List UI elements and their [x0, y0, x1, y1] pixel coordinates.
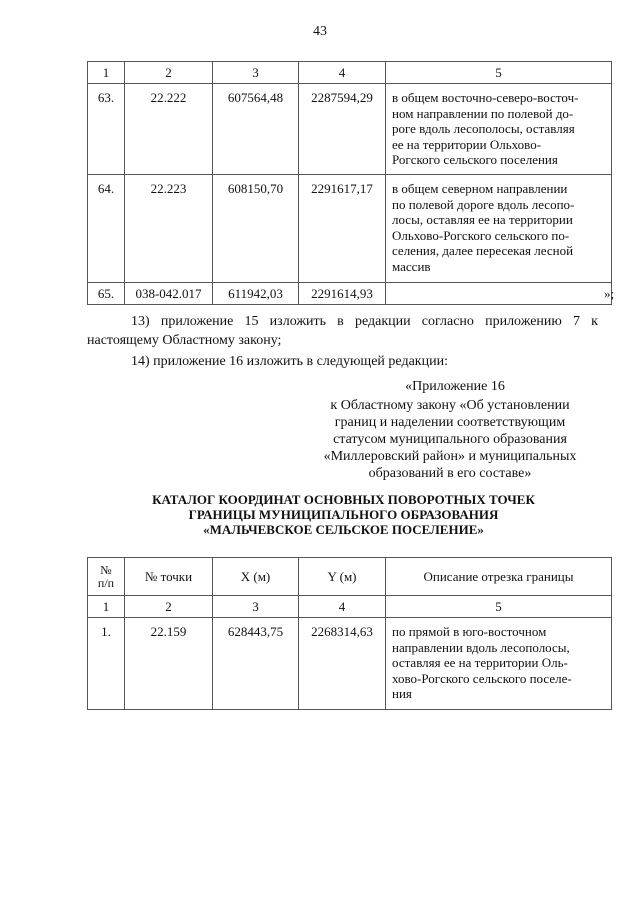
point-number: 038-042.017: [125, 283, 213, 305]
y-coordinate: 2291614,93: [299, 283, 386, 305]
closing-quote: »;: [604, 286, 615, 301]
segment-description: [386, 283, 615, 305]
description-line: массив: [392, 258, 431, 274]
header-number-symbol: №: [100, 562, 112, 577]
y-coordinate: 2287594,29: [299, 84, 386, 175]
description-line: ния: [392, 686, 412, 701]
x-coordinate: 607564,48: [213, 84, 299, 175]
header-cell: 5: [386, 62, 612, 84]
description-line: хово-Рогского сельского поселе-: [392, 670, 572, 686]
header-cell-description: Описание отрезка границы: [386, 558, 612, 596]
description-line: по полевой дороге вдоль лесопо-: [392, 196, 575, 212]
header-cell-x: X (м): [213, 558, 299, 596]
coordinates-table-continued: [87, 61, 615, 305]
description-line: лосы, оставляя ее на территории: [392, 212, 573, 227]
row-number: 63.: [88, 84, 125, 175]
table-header-row: [88, 62, 612, 84]
table-row: [88, 618, 612, 710]
appendix-reference: [300, 397, 600, 482]
catalog-heading: [87, 492, 600, 537]
row-number: 1.: [88, 618, 125, 710]
point-number: 22.223: [125, 175, 213, 283]
appendix-line: образований в его составе»: [368, 466, 532, 481]
header-cell: 3: [213, 62, 299, 84]
x-coordinate: 608150,70: [213, 175, 299, 283]
column-number: 2: [125, 596, 213, 618]
description-line: ее на территории Ольхово-: [392, 136, 542, 152]
description-line: роге вдоль лесополосы, оставляя: [392, 121, 575, 136]
description-line: оставляя ее на территории Оль-: [392, 655, 568, 670]
row-number: 65.: [88, 283, 125, 305]
header-cell: 1: [88, 62, 125, 84]
page-number: 43: [313, 24, 327, 39]
column-number: 4: [299, 596, 386, 618]
segment-description: [386, 84, 612, 175]
segment-description: [386, 175, 612, 283]
appendix-line: к Областному закону «Об установлении: [330, 398, 570, 413]
header-cell: 2: [125, 62, 213, 84]
table-row: [88, 84, 612, 175]
column-number: 3: [213, 596, 299, 618]
y-coordinate: 2291617,17: [299, 175, 386, 283]
x-coordinate: 611942,03: [213, 283, 299, 305]
point-number: 22.159: [125, 618, 213, 710]
paragraph-13: 13) приложение 15 изложить в редакции согласно приложению 7 к настоящему Областному закону;: [87, 314, 598, 348]
point-number: 22.222: [125, 84, 213, 175]
header-cell-number: [88, 558, 125, 596]
column-number: 1: [88, 596, 125, 618]
description-line: по прямой в юго-восточном: [392, 624, 547, 639]
coordinates-table: [87, 557, 612, 710]
header-cell-point: № точки: [125, 558, 213, 596]
description-line: селения, далее пересекая лесной: [392, 243, 574, 258]
description-line: в общем северном направлении: [392, 181, 568, 196]
appendix-line: границ и наделении соответствующим: [334, 415, 566, 430]
heading-line: «МАЛЬЧЕВСКОЕ СЕЛЬСКОЕ ПОСЕЛЕНИЕ»: [203, 522, 484, 537]
appendix-title: «Приложение 16: [405, 379, 505, 394]
column-number: 5: [386, 596, 612, 618]
description-line: Ольхово-Рогского сельского по-: [392, 227, 570, 243]
table-number-row: [88, 596, 612, 618]
description-line: ном направлении по полевой до-: [392, 105, 574, 121]
appendix-line: статусом муниципального образования: [333, 432, 567, 447]
table-row: [88, 283, 612, 305]
header-cell-y: Y (м): [299, 558, 386, 596]
header-number-abbrev: п/п: [97, 575, 115, 590]
heading-line: КАТАЛОГ КООРДИНАТ ОСНОВНЫХ ПОВОРОТНЫХ ТОЧЕК: [152, 492, 535, 507]
x-coordinate: 628443,75: [213, 618, 299, 710]
heading-line: ГРАНИЦЫ МУНИЦИПАЛЬНОГО ОБРАЗОВАНИЯ: [188, 507, 499, 522]
row-number: 64.: [88, 175, 125, 283]
table-row: [88, 175, 612, 283]
paragraph-14: 14) приложение 16 изложить в следующей редакции:: [131, 354, 448, 369]
description-line: направлении вдоль лесополосы,: [392, 639, 570, 655]
description-line: в общем восточно-северо-восточ-: [392, 90, 579, 105]
y-coordinate: 2268314,63: [299, 618, 386, 710]
table-header-row: [88, 558, 612, 596]
appendix-line: «Миллеровский район» и муниципальных: [323, 449, 577, 464]
description-line: Рогского сельского поселения: [392, 152, 558, 167]
segment-description: [386, 618, 612, 710]
header-cell: 4: [299, 62, 386, 84]
